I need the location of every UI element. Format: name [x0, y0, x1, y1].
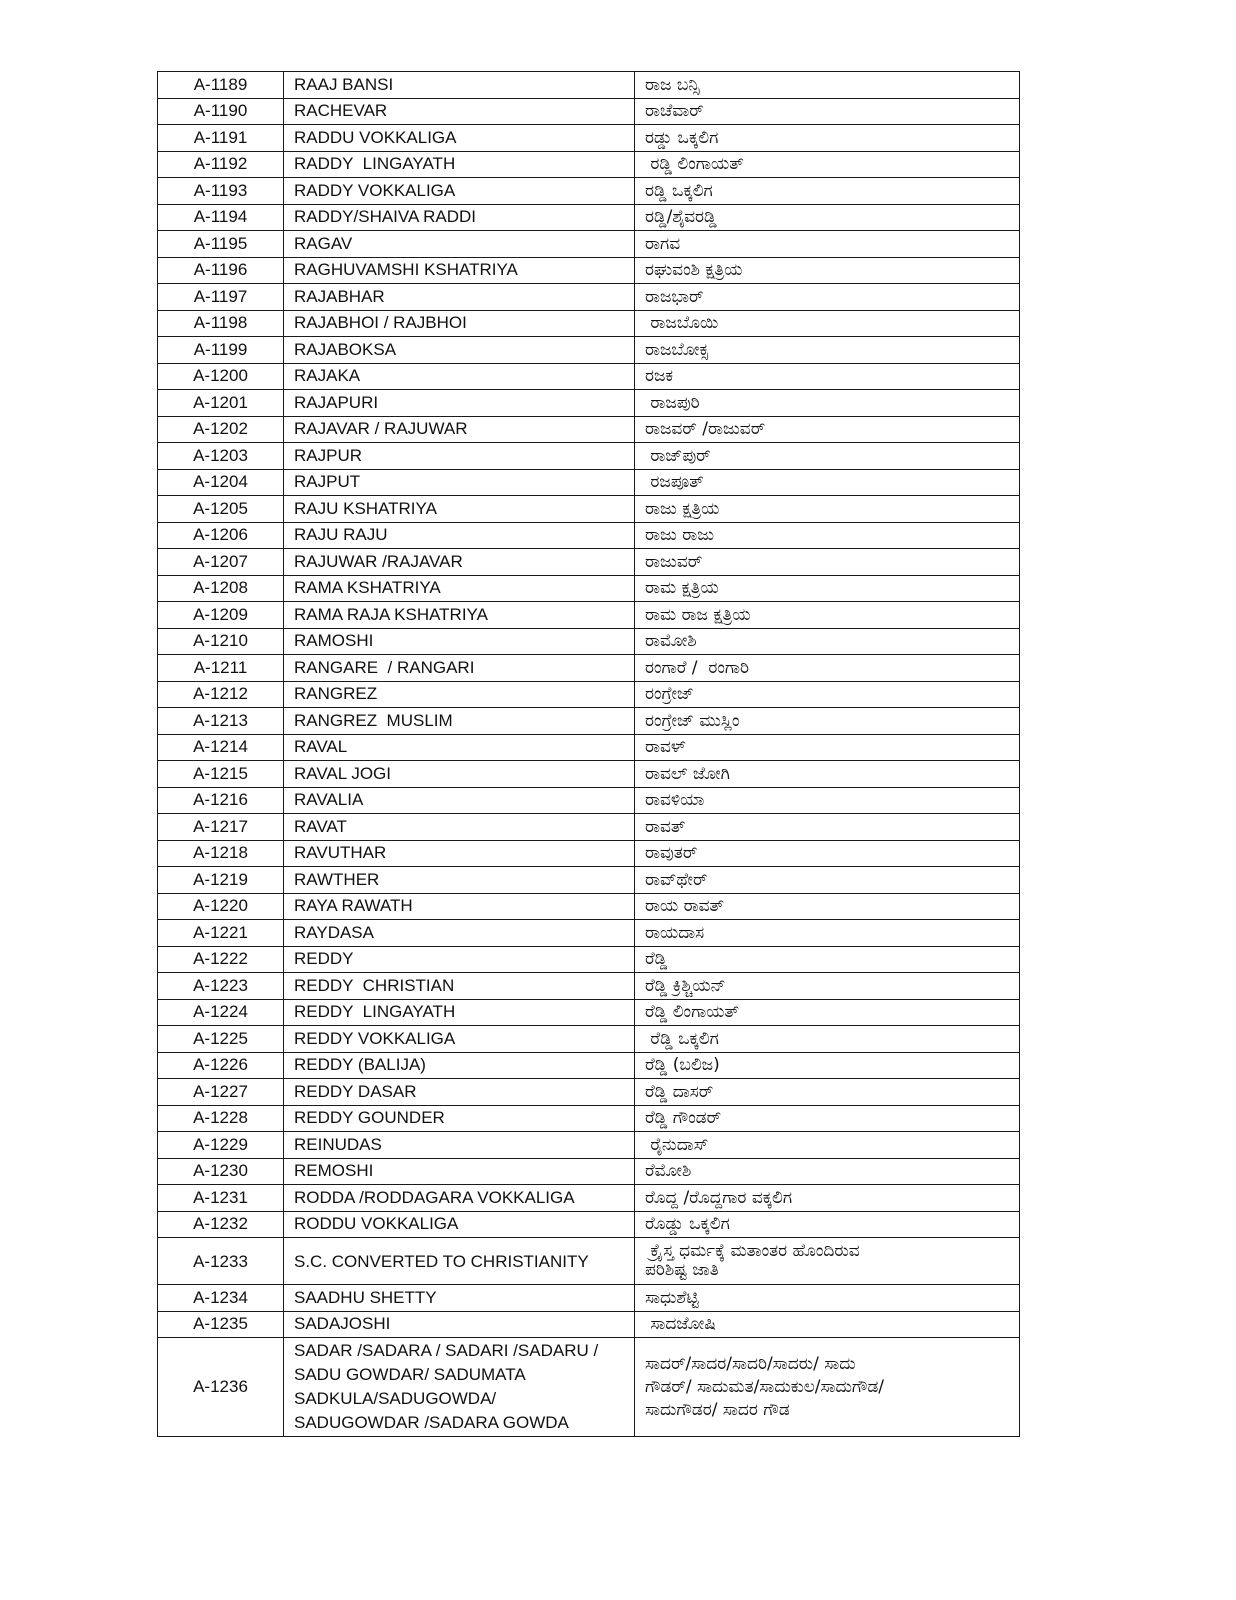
entry-kannada-name-cell: ರಾಜು ಕ್ಷತ್ರಿಯ	[635, 496, 1020, 523]
entry-code-cell: A-1210	[158, 628, 284, 655]
entry-code-cell: A-1197	[158, 284, 284, 311]
entry-english-name-cell: RAJAPURI	[284, 390, 635, 417]
entry-code-cell: A-1195	[158, 231, 284, 258]
entry-code-cell: A-1230	[158, 1158, 284, 1185]
entry-code-cell: A-1234	[158, 1285, 284, 1312]
entry-english-name-cell: RAJABHAR	[284, 284, 635, 311]
table-row	[158, 1338, 1020, 1437]
table-row	[158, 893, 1020, 920]
table-row	[158, 204, 1020, 231]
entry-code-cell: A-1209	[158, 602, 284, 629]
entry-english-name-cell: RAMOSHI	[284, 628, 635, 655]
entry-kannada-name-cell: ರಾಜಬೋಕ್ಸ	[635, 337, 1020, 364]
entry-english-name-cell: REDDY	[284, 946, 635, 973]
entry-kannada-name-cell: ರಡ್ಡು ಒಕ್ಕಲಿಗ	[635, 125, 1020, 152]
table-row	[158, 867, 1020, 894]
entry-english-name-cell: RAJABHOI / RAJBHOI	[284, 310, 635, 337]
table-row	[158, 98, 1020, 125]
entry-kannada-name-cell: ರಾವುತರ್	[635, 840, 1020, 867]
table-row	[158, 125, 1020, 152]
table-row	[158, 443, 1020, 470]
entry-kannada-name-cell: ರಾಜುವರ್	[635, 549, 1020, 576]
entry-english-name-cell: SADAR /SADARA / SADARI /SADARU / SADU GOWDAR/ SADUMATA SADKULA/SADUGOWDA/ SADUGOWDAR /SADARA GOWDA	[284, 1338, 635, 1437]
entry-code-cell: A-1221	[158, 920, 284, 947]
entry-english-name-cell: RAVUTHAR	[284, 840, 635, 867]
table-row	[158, 549, 1020, 576]
entry-kannada-name-cell: ರಾಜಭಾರ್	[635, 284, 1020, 311]
entry-english-name-cell: RAJABOKSA	[284, 337, 635, 364]
entry-english-name-cell: RAAJ BANSI	[284, 72, 635, 99]
table-row	[158, 1158, 1020, 1185]
entry-code-cell: A-1201	[158, 390, 284, 417]
entry-kannada-name-cell: ಸಾದರ್/ಸಾದರ/ಸಾದರಿ/ಸಾದರು/ ಸಾದು ಗೌಡರ್/ ಸಾದುಮತ/ಸಾದುಕುಲ/ಸಾದುಗೌಡ/ ಸಾದುಗೌಡರ/ ಸಾದರ ಗೌಡ	[635, 1338, 1020, 1437]
entry-code-cell: A-1231	[158, 1185, 284, 1212]
table-row	[158, 602, 1020, 629]
entry-kannada-name-cell: ರಾಜು ರಾಜು	[635, 522, 1020, 549]
entry-kannada-name-cell: ರಾಜ್‌ಪುರ್	[635, 443, 1020, 470]
entry-kannada-name-cell: ರೆಡ್ಡಿ (ಬಲಿಜ)	[635, 1052, 1020, 1079]
entry-english-name-cell: RAJAKA	[284, 363, 635, 390]
entry-kannada-name-cell: ರಾವಳಿಯಾ	[635, 787, 1020, 814]
entry-code-cell: A-1236	[158, 1338, 284, 1437]
table-row	[158, 390, 1020, 417]
entry-code-cell: A-1222	[158, 946, 284, 973]
entry-english-name-cell: RADDU VOKKALIGA	[284, 125, 635, 152]
entry-code-cell: A-1214	[158, 734, 284, 761]
entry-code-cell: A-1192	[158, 151, 284, 178]
entry-english-name-cell: RAGAV	[284, 231, 635, 258]
table-row	[158, 1311, 1020, 1338]
entry-kannada-name-cell: ರಾಮೋಶಿ	[635, 628, 1020, 655]
table-row	[158, 151, 1020, 178]
entry-kannada-name-cell: ರಂಗಾರೆ / ರಂಗಾರಿ	[635, 655, 1020, 682]
entry-code-cell: A-1200	[158, 363, 284, 390]
entry-code-cell: A-1226	[158, 1052, 284, 1079]
entry-code-cell: A-1227	[158, 1079, 284, 1106]
entry-kannada-name-cell: ರಘುವಂಶಿ ಕ್ಷತ್ರಿಯ	[635, 257, 1020, 284]
table-row	[158, 1026, 1020, 1053]
entry-kannada-name-cell: ರಾಜಬೊಯಿ	[635, 310, 1020, 337]
entry-code-cell: A-1218	[158, 840, 284, 867]
table-row	[158, 178, 1020, 205]
entry-code-cell: A-1229	[158, 1132, 284, 1159]
entry-english-name-cell: RADDY LINGAYATH	[284, 151, 635, 178]
entry-english-name-cell: RODDU VOKKALIGA	[284, 1211, 635, 1238]
entry-english-name-cell: RAVALIA	[284, 787, 635, 814]
entry-english-name-cell: RAJUWAR /RAJAVAR	[284, 549, 635, 576]
entry-code-cell: A-1206	[158, 522, 284, 549]
caste-list-body	[158, 72, 1020, 1437]
entry-english-name-cell: RAVAL	[284, 734, 635, 761]
entry-english-name-cell: RAWTHER	[284, 867, 635, 894]
table-row	[158, 1185, 1020, 1212]
entry-kannada-name-cell: ರೆಮೋಶಿ	[635, 1158, 1020, 1185]
table-row	[158, 999, 1020, 1026]
entry-kannada-name-cell: ರೆಡ್ಡಿ ಗೌಂಡರ್	[635, 1105, 1020, 1132]
entry-kannada-name-cell: ರೈನುದಾಸ್	[635, 1132, 1020, 1159]
entry-kannada-name-cell: ರೆಡ್ಡಿ	[635, 946, 1020, 973]
entry-code-cell: A-1205	[158, 496, 284, 523]
entry-english-name-cell: SAADHU SHETTY	[284, 1285, 635, 1312]
entry-english-name-cell: REMOSHI	[284, 1158, 635, 1185]
entry-code-cell: A-1198	[158, 310, 284, 337]
entry-code-cell: A-1199	[158, 337, 284, 364]
entry-english-name-cell: RODDA /RODDAGARA VOKKALIGA	[284, 1185, 635, 1212]
entry-code-cell: A-1196	[158, 257, 284, 284]
table-row	[158, 920, 1020, 947]
table-row	[158, 363, 1020, 390]
entry-code-cell: A-1228	[158, 1105, 284, 1132]
table-row	[158, 655, 1020, 682]
table-row	[158, 1052, 1020, 1079]
entry-english-name-cell: RAJU RAJU	[284, 522, 635, 549]
entry-code-cell: A-1193	[158, 178, 284, 205]
table-row	[158, 337, 1020, 364]
table-row	[158, 814, 1020, 841]
table-row	[158, 973, 1020, 1000]
entry-english-name-cell: RAMA KSHATRIYA	[284, 575, 635, 602]
entry-code-cell: A-1191	[158, 125, 284, 152]
entry-english-name-cell: RAVAL JOGI	[284, 761, 635, 788]
entry-code-cell: A-1225	[158, 1026, 284, 1053]
entry-kannada-name-cell: ಸಾಧುಶೆಟ್ಟಿ	[635, 1285, 1020, 1312]
entry-english-name-cell: RADDY/SHAIVA RADDI	[284, 204, 635, 231]
entry-code-cell: A-1189	[158, 72, 284, 99]
entry-code-cell: A-1220	[158, 893, 284, 920]
entry-code-cell: A-1219	[158, 867, 284, 894]
caste-list-page	[157, 71, 1019, 1437]
entry-kannada-name-cell: ರಾವತ್	[635, 814, 1020, 841]
entry-code-cell: A-1215	[158, 761, 284, 788]
entry-english-name-cell: S.C. CONVERTED TO CHRISTIANITY	[284, 1238, 635, 1285]
entry-kannada-name-cell: ರಾಜವರ್ /ರಾಜುವರ್	[635, 416, 1020, 443]
table-row	[158, 416, 1020, 443]
table-row	[158, 761, 1020, 788]
entry-kannada-name-cell: ರಂಗ್ರೇಜ್	[635, 681, 1020, 708]
entry-english-name-cell: RADDY VOKKALIGA	[284, 178, 635, 205]
entry-kannada-name-cell: ರಡ್ಡಿ ಒಕ್ಕಲಿಗ	[635, 178, 1020, 205]
entry-english-name-cell: RANGARE / RANGARI	[284, 655, 635, 682]
entry-code-cell: A-1208	[158, 575, 284, 602]
caste-list-table	[157, 71, 1020, 1437]
entry-code-cell: A-1233	[158, 1238, 284, 1285]
entry-kannada-name-cell: ರಾಮ ರಾಜ ಕ್ಷತ್ರಿಯ	[635, 602, 1020, 629]
entry-kannada-name-cell: ರೆಡ್ಡಿ ಲಿಂಗಾಯತ್	[635, 999, 1020, 1026]
entry-english-name-cell: RAJAVAR / RAJUWAR	[284, 416, 635, 443]
table-row	[158, 257, 1020, 284]
entry-kannada-name-cell: ರಾವ್‌ಥೇರ್	[635, 867, 1020, 894]
entry-code-cell: A-1224	[158, 999, 284, 1026]
entry-code-cell: A-1190	[158, 98, 284, 125]
entry-code-cell: A-1203	[158, 443, 284, 470]
table-row	[158, 628, 1020, 655]
entry-english-name-cell: REINUDAS	[284, 1132, 635, 1159]
entry-code-cell: A-1207	[158, 549, 284, 576]
entry-english-name-cell: REDDY GOUNDER	[284, 1105, 635, 1132]
table-row	[158, 840, 1020, 867]
entry-code-cell: A-1235	[158, 1311, 284, 1338]
entry-kannada-name-cell: ರೆಡ್ಡಿ ದಾಸರ್	[635, 1079, 1020, 1106]
table-row	[158, 1105, 1020, 1132]
entry-english-name-cell: RAGHUVAMSHI KSHATRIYA	[284, 257, 635, 284]
entry-kannada-name-cell: ಸಾದಜೋಷಿ	[635, 1311, 1020, 1338]
entry-code-cell: A-1217	[158, 814, 284, 841]
table-row	[158, 734, 1020, 761]
entry-english-name-cell: REDDY VOKKALIGA	[284, 1026, 635, 1053]
table-row	[158, 1079, 1020, 1106]
entry-kannada-name-cell: ರಾವಳ್	[635, 734, 1020, 761]
entry-code-cell: A-1213	[158, 708, 284, 735]
entry-code-cell: A-1232	[158, 1211, 284, 1238]
entry-kannada-name-cell: ರಾವಲ್ ಜೋಗಿ	[635, 761, 1020, 788]
entry-english-name-cell: REDDY CHRISTIAN	[284, 973, 635, 1000]
table-row	[158, 284, 1020, 311]
entry-kannada-name-cell: ರಡ್ಡಿ ಲಿಂಗಾಯತ್	[635, 151, 1020, 178]
table-row	[158, 496, 1020, 523]
entry-english-name-cell: RANGREZ	[284, 681, 635, 708]
entry-english-name-cell: RAYDASA	[284, 920, 635, 947]
table-row	[158, 469, 1020, 496]
table-row	[158, 310, 1020, 337]
table-row	[158, 231, 1020, 258]
table-row	[158, 1211, 1020, 1238]
entry-code-cell: A-1202	[158, 416, 284, 443]
table-row	[158, 681, 1020, 708]
entry-english-name-cell: RAJPUT	[284, 469, 635, 496]
table-row	[158, 946, 1020, 973]
entry-english-name-cell: RAMA RAJA KSHATRIYA	[284, 602, 635, 629]
entry-kannada-name-cell: ರಾಗವ	[635, 231, 1020, 258]
entry-kannada-name-cell: ರೊದ್ದ /ರೊದ್ದಗಾರ ವಕ್ಕಲಿಗ	[635, 1185, 1020, 1212]
entry-kannada-name-cell: ರಂಗ್ರೇಜ್ ಮುಸ್ಲಿಂ	[635, 708, 1020, 735]
entry-kannada-name-cell: ರಡ್ಡಿ/ಶೈವರಡ್ಡಿ	[635, 204, 1020, 231]
entry-code-cell: A-1211	[158, 655, 284, 682]
entry-kannada-name-cell: ರಾಚೆವಾರ್	[635, 98, 1020, 125]
entry-kannada-name-cell: ರಾಜಪುರಿ	[635, 390, 1020, 417]
entry-kannada-name-cell: ರಾಮ ಕ್ಷತ್ರಿಯ	[635, 575, 1020, 602]
entry-english-name-cell: SADAJOSHI	[284, 1311, 635, 1338]
entry-code-cell: A-1223	[158, 973, 284, 1000]
table-row	[158, 575, 1020, 602]
entry-code-cell: A-1212	[158, 681, 284, 708]
entry-kannada-name-cell: ರಾಯ ರಾವತ್	[635, 893, 1020, 920]
entry-kannada-name-cell: ರೆಡ್ಡಿ ಒಕ್ಕಲಿಗ	[635, 1026, 1020, 1053]
entry-english-name-cell: RAJPUR	[284, 443, 635, 470]
entry-kannada-name-cell: ರಜಕ	[635, 363, 1020, 390]
entry-english-name-cell: RANGREZ MUSLIM	[284, 708, 635, 735]
entry-english-name-cell: RAVAT	[284, 814, 635, 841]
table-row	[158, 522, 1020, 549]
entry-code-cell: A-1204	[158, 469, 284, 496]
entry-kannada-name-cell: ರಜಪೂತ್	[635, 469, 1020, 496]
entry-english-name-cell: RAJU KSHATRIYA	[284, 496, 635, 523]
entry-english-name-cell: REDDY (BALIJA)	[284, 1052, 635, 1079]
entry-english-name-cell: REDDY DASAR	[284, 1079, 635, 1106]
entry-kannada-name-cell: ರೊಡ್ಡು ಒಕ್ಕಲಿಗ	[635, 1211, 1020, 1238]
entry-english-name-cell: RACHEVAR	[284, 98, 635, 125]
table-row	[158, 1132, 1020, 1159]
entry-kannada-name-cell: ರಾಯದಾಸ	[635, 920, 1020, 947]
table-row	[158, 708, 1020, 735]
table-row	[158, 787, 1020, 814]
table-row	[158, 72, 1020, 99]
entry-english-name-cell: RAYA RAWATH	[284, 893, 635, 920]
entry-code-cell: A-1216	[158, 787, 284, 814]
entry-code-cell: A-1194	[158, 204, 284, 231]
table-row	[158, 1238, 1020, 1285]
entry-kannada-name-cell: ರೆಡ್ಡಿ ಕ್ರಿಶ್ಚಿಯನ್	[635, 973, 1020, 1000]
entry-kannada-name-cell: ಕ್ರೈಸ್ತ ಧರ್ಮಕ್ಕೆ ಮತಾಂತರ ಹೊಂದಿರುವ ಪರಿಶಿಷ್ಟ ಜಾತಿ	[635, 1238, 1020, 1285]
table-row	[158, 1285, 1020, 1312]
entry-english-name-cell: REDDY LINGAYATH	[284, 999, 635, 1026]
entry-kannada-name-cell: ರಾಜ ಬನ್ಸಿ	[635, 72, 1020, 99]
